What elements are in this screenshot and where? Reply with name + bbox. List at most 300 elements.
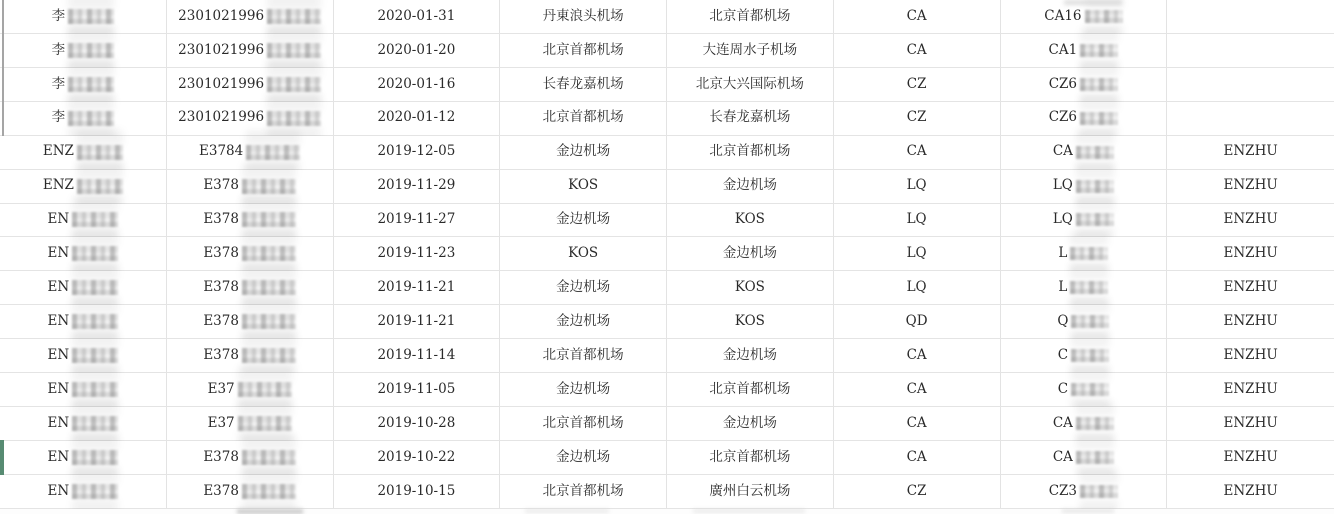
redaction-mosaic xyxy=(72,212,118,227)
cell-arrival-airport-text: 北京首都机场 xyxy=(709,7,791,24)
cell-booking-tag-text: ENZHU xyxy=(1223,448,1278,465)
cell-flight-number[interactable] xyxy=(1001,441,1168,474)
cell-booking-tag[interactable] xyxy=(1167,0,1334,33)
cell-airline-code[interactable] xyxy=(834,102,1001,135)
cell-booking-tag[interactable] xyxy=(1167,475,1334,508)
cell-booking-tag-text: ENZHU xyxy=(1223,279,1278,296)
cell-booking-tag-text: ENZHU xyxy=(1223,211,1278,228)
cell-id-number[interactable] xyxy=(167,237,334,270)
cell-flight-date[interactable] xyxy=(334,204,501,237)
cell-passenger-name-text: EN xyxy=(47,245,70,262)
redaction-mosaic xyxy=(267,111,321,126)
cell-id-number[interactable] xyxy=(167,0,334,33)
cell-departure-airport-text: 北京首都机场 xyxy=(542,41,624,58)
cell-id-number[interactable] xyxy=(167,407,334,440)
cell-flight-number-text: CA16 xyxy=(1044,7,1082,24)
cell-booking-tag[interactable] xyxy=(1167,68,1334,101)
cell-booking-tag[interactable] xyxy=(1167,271,1334,304)
cell-flight-date[interactable] xyxy=(334,373,501,406)
redaction-mosaic xyxy=(242,450,296,465)
cell-id-number-text: E378 xyxy=(203,448,239,465)
cell-airline-code-text: QD xyxy=(905,313,928,329)
cell-departure-airport[interactable] xyxy=(500,237,667,270)
redaction-mosaic xyxy=(242,280,296,295)
cell-arrival-airport-text: 北京首都机场 xyxy=(709,143,791,160)
cell-id-number-text: E378 xyxy=(203,177,239,194)
cell-booking-tag[interactable] xyxy=(1167,339,1334,372)
table-row xyxy=(0,475,1334,509)
cell-flight-date-text: 2019-11-14 xyxy=(377,346,456,363)
cell-passenger-name-text: EN xyxy=(47,380,70,397)
cell-arrival-airport-text: 金边机场 xyxy=(722,346,777,363)
offscreen-row-smudge-id xyxy=(237,509,303,514)
cell-departure-airport[interactable] xyxy=(500,170,667,203)
cell-booking-tag[interactable] xyxy=(1167,305,1334,338)
cell-flight-number[interactable] xyxy=(1001,305,1168,338)
left-guide-line xyxy=(2,0,4,136)
cell-passenger-name-text: EN xyxy=(47,211,70,228)
cell-id-number-text: E37 xyxy=(207,380,235,397)
cell-passenger-name-text: ENZ xyxy=(42,143,74,160)
redaction-mosaic xyxy=(72,314,118,329)
cell-airline-code-text: CZ xyxy=(906,109,927,126)
cell-passenger-name-text: 李 xyxy=(51,41,66,58)
cell-passenger-name[interactable] xyxy=(0,68,167,101)
cell-arrival-airport[interactable] xyxy=(667,475,834,508)
cell-airline-code-text: CA xyxy=(906,143,927,160)
cell-booking-tag[interactable] xyxy=(1167,441,1334,474)
cell-departure-airport[interactable] xyxy=(500,373,667,406)
cell-airline-code[interactable] xyxy=(834,475,1001,508)
cell-flight-number-text: L xyxy=(1058,279,1068,296)
cell-booking-tag[interactable] xyxy=(1167,407,1334,440)
cell-arrival-airport[interactable] xyxy=(667,34,834,67)
cell-departure-airport[interactable] xyxy=(500,68,667,101)
cell-arrival-airport[interactable] xyxy=(667,339,834,372)
cell-arrival-airport[interactable] xyxy=(667,373,834,406)
cell-passenger-name-text: 李 xyxy=(51,109,66,126)
cell-arrival-airport[interactable] xyxy=(667,305,834,338)
cell-arrival-airport[interactable] xyxy=(667,237,834,270)
redaction-mosaic xyxy=(1080,485,1118,498)
cell-flight-date-text: 2019-10-28 xyxy=(377,414,456,431)
redaction-mosaic xyxy=(267,43,321,58)
cell-airline-code-text: CA xyxy=(906,346,927,363)
redaction-mosaic xyxy=(246,145,300,160)
cell-id-number-text: E378 xyxy=(203,211,239,228)
cell-airline-code-text: CA xyxy=(906,414,927,431)
cell-arrival-airport-text: 北京首都机场 xyxy=(709,380,791,397)
cell-arrival-airport-text: 金边机场 xyxy=(722,177,777,194)
cell-booking-tag[interactable] xyxy=(1167,204,1334,237)
cell-id-number-text: 2301021996 xyxy=(178,7,265,24)
cell-booking-tag-text: ENZHU xyxy=(1223,177,1278,194)
redaction-mosaic xyxy=(68,111,114,126)
cell-flight-date[interactable] xyxy=(334,0,501,33)
redaction-mosaic xyxy=(77,145,123,160)
cell-departure-airport[interactable] xyxy=(500,441,667,474)
cell-flight-date-text: 2019-11-21 xyxy=(377,313,456,329)
cell-flight-date-text: 2019-10-22 xyxy=(377,448,456,465)
cell-departure-airport[interactable] xyxy=(500,34,667,67)
table-row xyxy=(0,441,1334,475)
cell-id-number-text: E3784 xyxy=(199,143,244,160)
cell-booking-tag[interactable] xyxy=(1167,170,1334,203)
cell-passenger-name-text: 李 xyxy=(51,7,66,24)
cell-airline-code-text: LQ xyxy=(906,279,927,296)
cell-flight-date[interactable] xyxy=(334,407,501,440)
cell-passenger-name-text: EN xyxy=(47,482,70,499)
cell-booking-tag[interactable] xyxy=(1167,373,1334,406)
cell-departure-airport[interactable] xyxy=(500,339,667,372)
cell-passenger-name[interactable] xyxy=(0,34,167,67)
cell-passenger-name[interactable] xyxy=(0,407,167,440)
redaction-mosaic xyxy=(72,348,118,363)
cell-passenger-name-text: EN xyxy=(47,279,70,296)
cell-departure-airport[interactable] xyxy=(500,305,667,338)
cell-id-number-text: E378 xyxy=(203,346,239,363)
cell-id-number-text: 2301021996 xyxy=(178,75,265,92)
cell-flight-date[interactable] xyxy=(334,68,501,101)
cell-airline-code-text: LQ xyxy=(906,211,927,228)
cell-flight-number[interactable] xyxy=(1001,102,1168,135)
cell-airline-code[interactable] xyxy=(834,204,1001,237)
cell-arrival-airport[interactable] xyxy=(667,271,834,304)
cell-arrival-airport-text: 北京首都机场 xyxy=(709,448,791,465)
cell-booking-tag[interactable] xyxy=(1167,237,1334,270)
cell-id-number[interactable] xyxy=(167,34,334,67)
cell-flight-date-text: 2019-11-21 xyxy=(377,279,456,296)
redaction-mosaic xyxy=(238,382,292,397)
table-row xyxy=(0,271,1334,305)
cell-id-number-text: E378 xyxy=(203,279,239,296)
redaction-mosaic xyxy=(72,484,118,499)
redaction-mosaic xyxy=(72,450,118,465)
cell-flight-number-text: CA xyxy=(1052,143,1073,160)
redaction-mosaic xyxy=(267,77,321,92)
table-row xyxy=(0,373,1334,407)
redaction-mosaic xyxy=(72,416,118,431)
cell-departure-airport-text: 北京首都机场 xyxy=(542,346,624,363)
cell-booking-tag[interactable] xyxy=(1167,102,1334,135)
redaction-mosaic xyxy=(1076,180,1114,193)
cell-flight-number[interactable] xyxy=(1001,68,1168,101)
table-row xyxy=(0,136,1334,170)
cell-arrival-airport[interactable] xyxy=(667,0,834,33)
redaction-mosaic xyxy=(72,382,118,397)
cell-arrival-airport[interactable] xyxy=(667,136,834,169)
cell-departure-airport[interactable] xyxy=(500,204,667,237)
redaction-mosaic xyxy=(242,212,296,227)
cell-departure-airport-text: 北京首都机场 xyxy=(542,109,624,126)
redaction-mosaic xyxy=(1076,417,1114,430)
cell-flight-number[interactable] xyxy=(1001,373,1168,406)
cell-flight-number-text: LQ xyxy=(1052,177,1073,194)
cell-departure-airport-text: 金边机场 xyxy=(556,143,611,160)
table-row xyxy=(0,237,1334,271)
cell-id-number[interactable] xyxy=(167,136,334,169)
cell-flight-number[interactable] xyxy=(1001,204,1168,237)
redaction-mosaic xyxy=(1080,44,1118,57)
cell-id-number-text: E378 xyxy=(203,482,239,499)
cell-flight-number-text: CA1 xyxy=(1048,41,1078,58)
cell-id-number[interactable] xyxy=(167,305,334,338)
cell-id-number[interactable] xyxy=(167,68,334,101)
cell-booking-tag-text: ENZHU xyxy=(1223,414,1278,431)
cell-id-number-text: E378 xyxy=(203,313,239,329)
cell-airline-code-text: CA xyxy=(906,380,927,397)
redaction-mosaic xyxy=(72,246,118,261)
table-row xyxy=(0,204,1334,238)
cell-airline-code-text: CA xyxy=(906,41,927,58)
cell-flight-date-text: 2020-01-16 xyxy=(377,75,456,92)
cell-departure-airport-text: 北京首都机场 xyxy=(542,414,624,431)
cell-flight-date[interactable] xyxy=(334,305,501,338)
redaction-mosaic xyxy=(1071,315,1109,328)
partial-next-row xyxy=(0,509,1334,514)
cell-id-number-text: 2301021996 xyxy=(178,109,265,126)
cell-id-number[interactable] xyxy=(167,475,334,508)
redaction-mosaic xyxy=(68,77,114,92)
offscreen-row-smudge-top xyxy=(1064,0,1122,5)
cell-flight-number[interactable] xyxy=(1001,136,1168,169)
cell-arrival-airport-text: KOS xyxy=(734,313,765,329)
cell-airline-code[interactable] xyxy=(834,407,1001,440)
offscreen-row-smudge-to xyxy=(693,509,805,513)
cell-departure-airport[interactable] xyxy=(500,475,667,508)
redaction-mosaic xyxy=(68,43,114,58)
cell-flight-date-text: 2019-11-27 xyxy=(377,211,456,228)
cell-flight-number-text: CZ3 xyxy=(1048,482,1078,499)
cell-airline-code-text: CA xyxy=(906,448,927,465)
cell-departure-airport[interactable] xyxy=(500,0,667,33)
cell-flight-number-text: CA xyxy=(1052,448,1073,465)
cell-flight-number-text: CA xyxy=(1052,414,1073,431)
cell-id-number-text: E378 xyxy=(203,245,239,262)
cell-flight-number[interactable] xyxy=(1001,34,1168,67)
cell-departure-airport-text: 金边机场 xyxy=(556,211,611,228)
redaction-mosaic xyxy=(1080,112,1118,125)
cell-id-number[interactable] xyxy=(167,373,334,406)
redaction-mosaic xyxy=(1076,213,1114,226)
cell-passenger-name[interactable] xyxy=(0,339,167,372)
cell-booking-tag[interactable] xyxy=(1167,136,1334,169)
cell-arrival-airport[interactable] xyxy=(667,68,834,101)
cell-flight-date[interactable] xyxy=(334,339,501,372)
cell-flight-date-text: 2019-12-05 xyxy=(377,143,456,160)
cell-passenger-name-text: EN xyxy=(47,448,70,465)
cell-passenger-name[interactable] xyxy=(0,136,167,169)
cell-arrival-airport-text: 大连周水子机场 xyxy=(702,41,798,58)
cell-passenger-name[interactable] xyxy=(0,0,167,33)
cell-flight-date[interactable] xyxy=(334,271,501,304)
cell-flight-date[interactable] xyxy=(334,237,501,270)
cell-departure-airport[interactable] xyxy=(500,102,667,135)
cell-flight-date-text: 2020-01-20 xyxy=(377,41,456,58)
cell-flight-date[interactable] xyxy=(334,102,501,135)
cell-arrival-airport-text: 北京大兴国际机场 xyxy=(695,75,804,92)
cell-flight-number-text: LQ xyxy=(1052,211,1073,228)
table-row xyxy=(0,34,1334,68)
cell-booking-tag[interactable] xyxy=(1167,34,1334,67)
cell-departure-airport-text: 金边机场 xyxy=(556,380,611,397)
cell-airline-code-text: LQ xyxy=(906,245,927,262)
cell-id-number[interactable] xyxy=(167,170,334,203)
cell-departure-airport-text: KOS xyxy=(568,177,599,194)
cell-flight-number[interactable] xyxy=(1001,271,1168,304)
cell-passenger-name[interactable] xyxy=(0,475,167,508)
table-row xyxy=(0,407,1334,441)
cell-arrival-airport[interactable] xyxy=(667,204,834,237)
cell-flight-date-text: 2019-11-29 xyxy=(377,177,456,194)
redaction-mosaic xyxy=(242,348,296,363)
cell-departure-airport[interactable] xyxy=(500,136,667,169)
cell-airline-code[interactable] xyxy=(834,373,1001,406)
cell-flight-number[interactable] xyxy=(1001,170,1168,203)
cell-passenger-name[interactable] xyxy=(0,170,167,203)
cell-flight-number-text: Q xyxy=(1057,313,1069,329)
cell-arrival-airport-text: 金边机场 xyxy=(722,245,777,262)
cell-departure-airport-text: 丹東浪头机场 xyxy=(542,7,624,24)
cell-departure-airport-text: 长春龙嘉机场 xyxy=(542,75,624,92)
table-row xyxy=(0,305,1334,339)
cell-arrival-airport-text: 廣州白云机场 xyxy=(709,482,791,499)
cell-id-number[interactable] xyxy=(167,339,334,372)
cell-flight-number[interactable] xyxy=(1001,475,1168,508)
redaction-mosaic xyxy=(267,9,321,24)
cell-passenger-name-text: EN xyxy=(47,313,70,329)
offscreen-row-smudge-flight xyxy=(1062,509,1114,513)
cell-airline-code[interactable] xyxy=(834,271,1001,304)
cell-airline-code[interactable] xyxy=(834,441,1001,474)
cell-flight-date-text: 2020-01-31 xyxy=(377,7,456,24)
cell-passenger-name[interactable] xyxy=(0,373,167,406)
cell-arrival-airport-text: KOS xyxy=(734,211,765,228)
cell-flight-number[interactable] xyxy=(1001,237,1168,270)
cell-booking-tag-text: ENZHU xyxy=(1223,245,1278,262)
cell-flight-date-text: 2019-10-15 xyxy=(377,482,456,499)
cell-flight-number-text: C xyxy=(1057,346,1069,363)
redaction-mosaic xyxy=(1071,383,1109,396)
cell-departure-airport-text: KOS xyxy=(568,245,599,262)
redaction-mosaic xyxy=(1080,78,1118,91)
cell-passenger-name[interactable] xyxy=(0,204,167,237)
cell-airline-code-text: CA xyxy=(906,7,927,24)
table-row xyxy=(0,170,1334,204)
cell-arrival-airport[interactable] xyxy=(667,170,834,203)
cell-airline-code[interactable] xyxy=(834,339,1001,372)
cell-flight-date[interactable] xyxy=(334,170,501,203)
table-row xyxy=(0,102,1334,136)
cell-flight-number-text: C xyxy=(1057,380,1069,397)
cell-flight-date-text: 2019-11-23 xyxy=(377,245,456,262)
cell-departure-airport-text: 金边机场 xyxy=(556,448,611,465)
cell-flight-date[interactable] xyxy=(334,475,501,508)
cell-airline-code-text: CZ xyxy=(906,75,927,92)
cell-passenger-name-text: 李 xyxy=(51,75,66,92)
cell-airline-code[interactable] xyxy=(834,170,1001,203)
redaction-mosaic xyxy=(1071,349,1109,362)
table-row xyxy=(0,339,1334,373)
table-row xyxy=(0,68,1334,102)
redaction-mosaic xyxy=(242,314,296,329)
cell-departure-airport-text: 金边机场 xyxy=(556,313,611,329)
redaction-mosaic xyxy=(1076,451,1114,464)
cell-airline-code[interactable] xyxy=(834,34,1001,67)
redaction-mosaic xyxy=(1070,247,1108,260)
cell-passenger-name-text: EN xyxy=(47,414,70,431)
cell-id-number[interactable] xyxy=(167,271,334,304)
cell-passenger-name[interactable] xyxy=(0,237,167,270)
redaction-mosaic xyxy=(77,179,123,194)
cell-passenger-name[interactable] xyxy=(0,441,167,474)
cell-flight-number-text: L xyxy=(1058,245,1068,262)
cell-arrival-airport[interactable] xyxy=(667,407,834,440)
cell-airline-code[interactable] xyxy=(834,68,1001,101)
cell-arrival-airport[interactable] xyxy=(667,102,834,135)
redaction-mosaic xyxy=(238,416,292,431)
cell-flight-date[interactable] xyxy=(334,441,501,474)
offscreen-row-smudge-from xyxy=(525,509,609,513)
cell-passenger-name-text: ENZ xyxy=(42,177,74,194)
cell-flight-date[interactable] xyxy=(334,136,501,169)
cell-booking-tag-text: ENZHU xyxy=(1223,482,1278,499)
cell-flight-date[interactable] xyxy=(334,34,501,67)
redaction-mosaic xyxy=(242,484,296,499)
redaction-mosaic xyxy=(242,246,296,261)
cell-arrival-airport-text: KOS xyxy=(734,279,765,296)
cell-booking-tag-text: ENZHU xyxy=(1223,143,1278,160)
cell-arrival-airport-text: 金边机场 xyxy=(722,414,777,431)
cell-departure-airport-text: 北京首都机场 xyxy=(542,482,624,499)
cell-airline-code[interactable] xyxy=(834,305,1001,338)
cell-id-number[interactable] xyxy=(167,441,334,474)
cell-id-number-text: E37 xyxy=(207,414,235,431)
cell-arrival-airport[interactable] xyxy=(667,441,834,474)
cell-departure-airport[interactable] xyxy=(500,271,667,304)
cell-airline-code[interactable] xyxy=(834,237,1001,270)
redaction-mosaic xyxy=(1076,146,1114,159)
cell-flight-date-text: 2019-11-05 xyxy=(377,380,456,397)
redaction-mosaic xyxy=(242,179,296,194)
cell-arrival-airport-text: 长春龙嘉机场 xyxy=(709,109,791,126)
cell-booking-tag-text: ENZHU xyxy=(1223,380,1278,397)
cell-airline-code[interactable] xyxy=(834,136,1001,169)
redaction-mosaic xyxy=(1070,281,1108,294)
redaction-mosaic xyxy=(72,280,118,295)
cell-booking-tag-text: ENZHU xyxy=(1223,346,1278,363)
cell-flight-number-text: CZ6 xyxy=(1048,109,1078,126)
cell-airline-code[interactable] xyxy=(834,0,1001,33)
cell-departure-airport[interactable] xyxy=(500,407,667,440)
cell-flight-date-text: 2020-01-12 xyxy=(377,109,456,126)
cell-id-number[interactable] xyxy=(167,204,334,237)
cell-departure-airport-text: 金边机场 xyxy=(556,279,611,296)
cell-flight-number-text: CZ6 xyxy=(1048,75,1078,92)
table-row xyxy=(0,0,1334,34)
cell-passenger-name[interactable] xyxy=(0,271,167,304)
redaction-mosaic xyxy=(1085,10,1123,23)
cell-id-number[interactable] xyxy=(167,102,334,135)
cell-airline-code-text: LQ xyxy=(906,177,927,194)
cell-flight-number[interactable] xyxy=(1001,339,1168,372)
cell-booking-tag-text: ENZHU xyxy=(1223,313,1278,329)
redaction-mosaic xyxy=(68,9,114,24)
cell-passenger-name[interactable] xyxy=(0,305,167,338)
cell-flight-number[interactable] xyxy=(1001,407,1168,440)
cell-passenger-name[interactable] xyxy=(0,102,167,135)
cell-id-number-text: 2301021996 xyxy=(178,41,265,58)
